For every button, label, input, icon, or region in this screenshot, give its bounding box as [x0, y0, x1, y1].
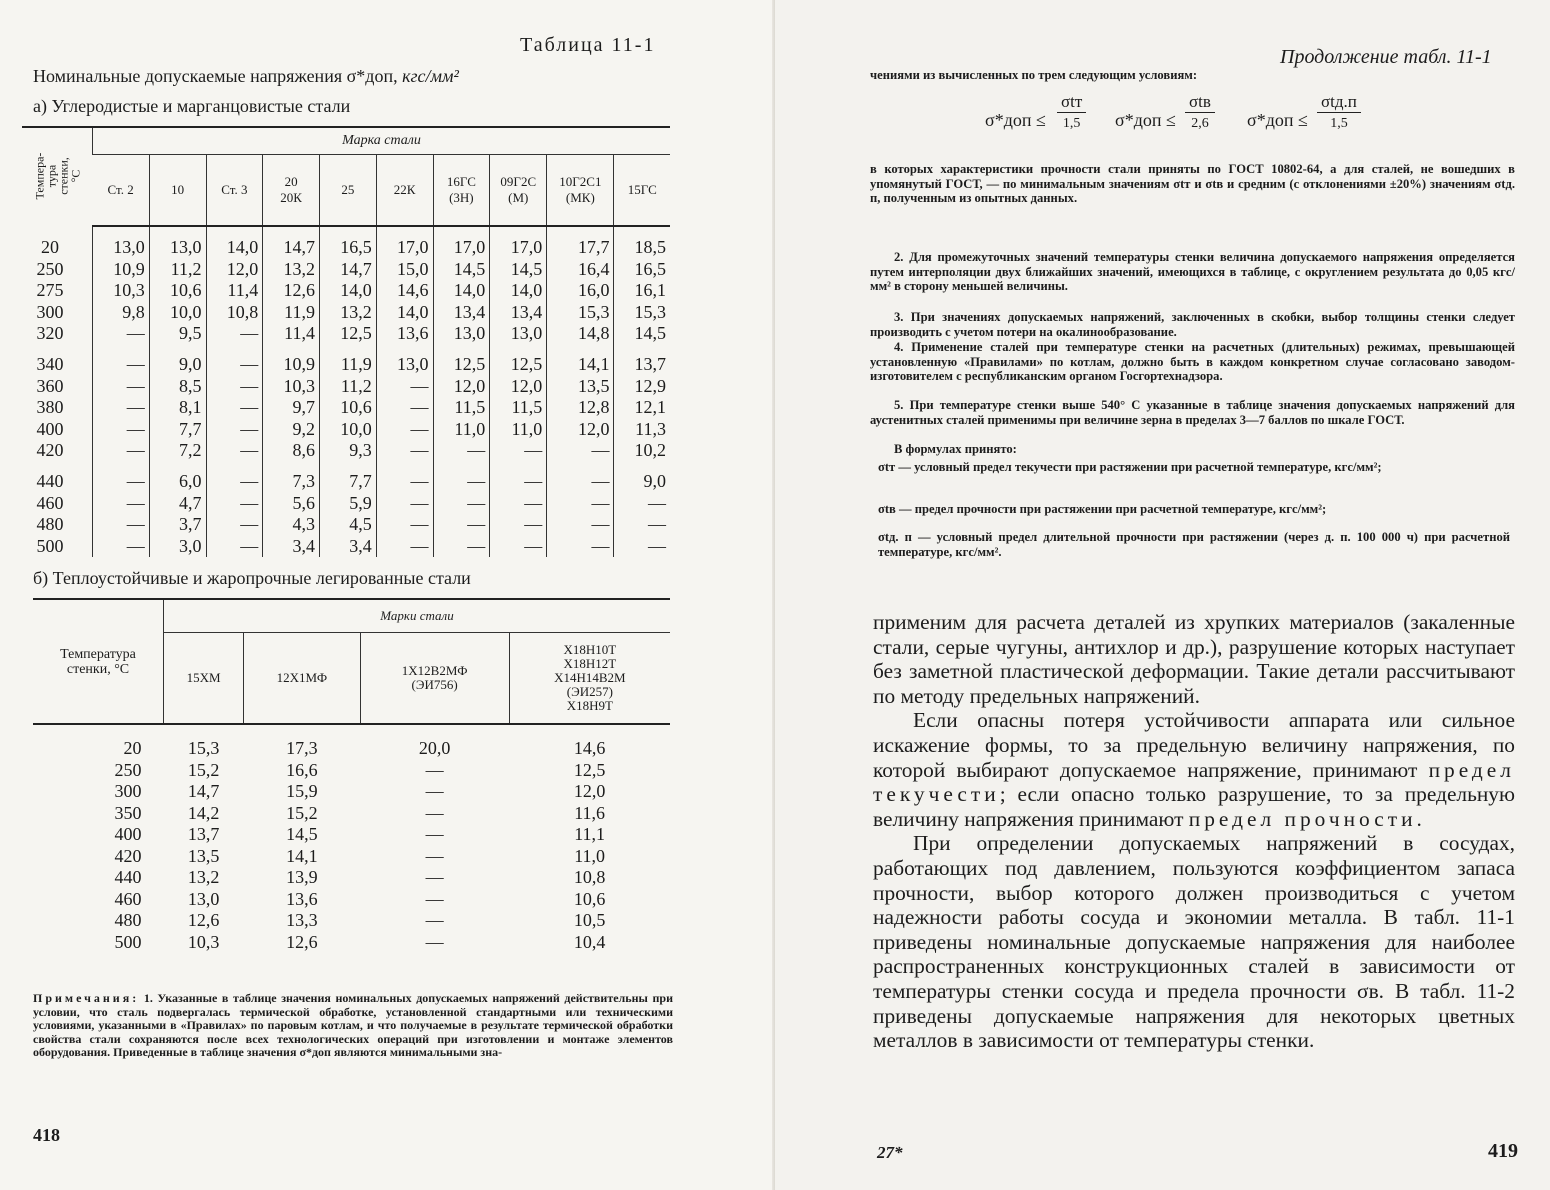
- stress-cell: —: [206, 514, 263, 536]
- stress-cell: 15,9: [286, 781, 318, 801]
- stress-cell: 13,5: [187, 845, 220, 866]
- table-title: Таблица 11-1: [520, 34, 656, 56]
- table-carbon-steels: [22, 126, 670, 557]
- stress-cell: —: [376, 397, 433, 419]
- stress-cell: 9,2: [263, 419, 320, 441]
- stress-cell: 5,6: [263, 493, 320, 515]
- stress-cell: 10,4: [573, 931, 606, 952]
- stress-cell: 3,0: [149, 536, 206, 558]
- stress-cell: —: [93, 376, 150, 398]
- stress-cell: —: [490, 514, 547, 536]
- table-row: [22, 323, 670, 345]
- stress-cell: 12,0: [206, 259, 263, 281]
- stress-cell: 4,3: [263, 514, 320, 536]
- temperature-cell: 340: [36, 353, 64, 374]
- stress-cell: 13,2: [263, 259, 320, 281]
- stress-cell: —: [425, 867, 444, 887]
- stress-cell: 13,9: [286, 867, 318, 887]
- table-row: [22, 440, 670, 462]
- stress-cell: 13,2: [320, 302, 377, 324]
- body-paragraph-3: При определении допускаемых напряжений в сосудах, работающих под давлением, пользуются коэффициентом запаса прочности, выбор которого должен производиться с учетом надежности работы сосуда и экономии металла. В табл. 11-1 приведены номинальные допускаемые напряжения для наиболее распространенных конструкционных сталей в зависимости от температуры стенки сосуда и предела прочности σв. В табл. 11-2 приведены допускаемые напряжения для некоторых цветных металлов в зависимости от температуры стенки.: [873, 831, 1515, 1053]
- table-notes: [33, 992, 673, 1060]
- stress-cell: 14,5: [433, 259, 490, 281]
- stress-cell: 10,6: [320, 397, 377, 419]
- stress-cell: 16,5: [320, 226, 377, 259]
- steel-grades-header: Марки стали: [164, 599, 671, 633]
- temperature-cell: 500: [114, 931, 142, 952]
- stress-cell: —: [490, 462, 547, 493]
- stress-cell: 14,5: [614, 323, 670, 345]
- stress-cell: —: [547, 462, 614, 493]
- stress-cell: —: [376, 462, 433, 493]
- stress-cell: —: [206, 345, 263, 376]
- continuation-title: Продолжение табл. 11-1: [1280, 46, 1492, 68]
- yield-limit-term: предел текучести: [873, 757, 1515, 807]
- stress-cell: 14,5: [286, 824, 318, 844]
- table-heading: [33, 66, 459, 87]
- stress-cell: —: [93, 514, 150, 536]
- stress-cell: 13,0: [93, 226, 150, 259]
- table-row: [22, 514, 670, 536]
- stress-cell: 7,7: [320, 462, 377, 493]
- stress-cell: 12,0: [573, 781, 606, 801]
- stress-cell: 12,0: [490, 376, 547, 398]
- temp-column-header: Темпера- тура стенки, °С: [22, 127, 93, 226]
- stress-cell: 17,0: [376, 226, 433, 259]
- table-row: [33, 910, 670, 932]
- column-header: Х18Н10Т Х18Н12Т Х14Н14В2М (ЭИ257) Х18Н9Т: [509, 633, 670, 725]
- note-4: 4. Применение сталей при температуре стенки на расчетных (длительных) режимах, превышающей установленную «Правилами» по котлам, должно быть в каждом конкретном случае согласовано заводом-изготовителем с республиканским органом Госгортехнадзора.: [870, 340, 1515, 384]
- stress-cell: 12,8: [547, 397, 614, 419]
- stress-cell: 13,5: [547, 376, 614, 398]
- stress-cell: 7,2: [149, 440, 206, 462]
- stress-cell: 13,7: [187, 824, 220, 844]
- stress-cell: —: [490, 440, 547, 462]
- stress-cell: 9,3: [320, 440, 377, 462]
- definition-strength: σtв — предел прочности при растяжении при расчетной температуре, кгс/мм²;: [878, 502, 1327, 516]
- table-row: [33, 932, 670, 954]
- stress-cell: 13,6: [286, 888, 318, 909]
- stress-cell: 11,5: [490, 397, 547, 419]
- stress-cell: 10,6: [573, 888, 606, 909]
- stress-cell: 12,6: [187, 910, 220, 930]
- table-alloy-steels: [33, 598, 670, 953]
- stress-cell: 14,7: [187, 781, 220, 801]
- stress-cell: 15,2: [187, 759, 220, 780]
- stress-cell: —: [425, 802, 444, 823]
- stress-cell: —: [433, 536, 490, 558]
- stress-cell: 10,5: [573, 910, 606, 930]
- table-row: [22, 259, 670, 281]
- stress-cell: 16,6: [286, 759, 318, 780]
- temperature-cell: 440: [114, 867, 142, 887]
- stress-cell: 18,5: [614, 226, 670, 259]
- stress-cell: —: [425, 824, 444, 844]
- stress-cell: —: [433, 514, 490, 536]
- definition-yield: σtт — условный предел текучести при растяжении при расчетной температуре, кгс/мм²;: [878, 460, 1382, 474]
- table-row: [22, 536, 670, 558]
- stress-cell: —: [425, 931, 444, 952]
- right-page: [775, 0, 1550, 1190]
- column-header: 16ГС (3Н): [433, 155, 490, 227]
- table-row: [22, 345, 670, 376]
- table-row: [33, 781, 670, 803]
- note-3: 3. При значениях допускаемых напряжений, заключенных в скобки, выбор толщины стенки следует производить с учетом потери на окалинообразование.: [870, 310, 1515, 339]
- column-header: Ст. 2: [93, 155, 150, 227]
- stress-cell: —: [376, 514, 433, 536]
- stress-cell: —: [206, 462, 263, 493]
- stress-cell: 16,0: [547, 280, 614, 302]
- steel-grade-header: Марка стали: [93, 127, 671, 155]
- stress-cell: 10,8: [573, 867, 606, 887]
- stress-cell: 12,0: [433, 376, 490, 398]
- temperature-cell: 20: [123, 738, 142, 758]
- stress-cell: 5,9: [320, 493, 377, 515]
- temperature-cell: 300: [36, 301, 64, 322]
- stress-cell: 17,0: [490, 226, 547, 259]
- table-row: [33, 724, 670, 760]
- strength-limit-term: предел прочности: [1188, 806, 1417, 831]
- temperature-cell: 250: [114, 759, 142, 780]
- stress-cell: 11,5: [433, 397, 490, 419]
- column-header: 15ХМ: [164, 633, 244, 725]
- page-number: 418: [33, 1125, 60, 1145]
- stress-cell: 15,3: [547, 302, 614, 324]
- stress-cell: —: [93, 345, 150, 376]
- stress-cell: —: [206, 536, 263, 558]
- table-row: [33, 824, 670, 846]
- body-paragraph-2: Если опасны потеря устойчивости аппарата или сильное искажение формы, то за предельную величину напряжения, по которой выбирают допускаемое напряжение, принимают предел текучести; если опасно только разрушение, то за предельную величину напряжения принимают предел прочности.: [873, 708, 1515, 831]
- temperature-cell: 460: [36, 492, 64, 513]
- stress-cell: 14,8: [547, 323, 614, 345]
- notes-label: Примечания:: [33, 991, 140, 1005]
- column-header: Ст. 3: [206, 155, 263, 227]
- table-row: [33, 889, 670, 911]
- stress-cell: —: [614, 514, 670, 536]
- notes-paragraph-1: в которых характеристики прочности стали приняты по ГОСТ 10802-64, а для сталей, не вошедших в упомянутый ГОСТ, — по минимальным значениям σtт и σtв и средним (с отклонениями ±20%) значениям σtд. п, полученным из опытных данных.: [870, 162, 1515, 206]
- stress-cell: 13,3: [286, 910, 318, 930]
- stress-cell: —: [433, 440, 490, 462]
- stress-cell: —: [433, 462, 490, 493]
- stress-cell: 8,5: [149, 376, 206, 398]
- stress-cell: 3,4: [263, 536, 320, 558]
- stress-cell: —: [425, 781, 444, 801]
- stress-cell: 12,0: [547, 419, 614, 441]
- stress-cell: —: [547, 536, 614, 558]
- notes-line-1: чениями из вычисленных по трем следующим условиям:: [870, 68, 1198, 82]
- column-header: 12Х1МФ: [244, 633, 360, 725]
- stress-cell: —: [206, 397, 263, 419]
- column-header: 10: [149, 155, 206, 227]
- stress-cell: 9,7: [263, 397, 320, 419]
- table-row: [33, 760, 670, 782]
- stress-cell: 15,2: [286, 802, 318, 823]
- stress-cell: 12,6: [263, 280, 320, 302]
- page-number: 419: [1488, 1140, 1518, 1162]
- stress-cell: 9,8: [93, 302, 150, 324]
- stress-cell: 12,1: [614, 397, 670, 419]
- table-row: [22, 280, 670, 302]
- stress-cell: 14,1: [286, 845, 318, 866]
- stress-cell: 12,5: [490, 345, 547, 376]
- column-header: 20 20К: [263, 155, 320, 227]
- table-row: [22, 493, 670, 515]
- stress-cell: —: [433, 493, 490, 515]
- stress-cell: 12,9: [614, 376, 670, 398]
- stress-cell: —: [490, 536, 547, 558]
- stress-cell: —: [93, 493, 150, 515]
- stress-cell: 17,0: [433, 226, 490, 259]
- stress-cell: —: [425, 888, 444, 909]
- stress-cell: —: [206, 440, 263, 462]
- stress-cell: 13,6: [376, 323, 433, 345]
- stress-cell: 14,7: [263, 226, 320, 259]
- stress-cell: 15,0: [376, 259, 433, 281]
- stress-cell: 14,7: [320, 259, 377, 281]
- main-body-text: [873, 610, 1515, 1053]
- temperature-cell: 320: [36, 323, 64, 344]
- stress-cell: 14,5: [490, 259, 547, 281]
- temperature-cell: 480: [114, 910, 142, 930]
- stress-cell: 11,3: [614, 419, 670, 441]
- column-header: 25: [320, 155, 377, 227]
- stress-cell: 13,0: [490, 323, 547, 345]
- temperature-cell: 460: [114, 888, 142, 909]
- stress-cell: 14,6: [376, 280, 433, 302]
- notes-text: 1. Указанные в таблице значения номинальных допускаемых напряжений действительны при условии, что сталь подвергалась термической обработке, установленной стандартными или техническими условиями, указанными в «Правилах» по паровым котлам, и что получаемые в результате термической обработки свойства стали сохраняются после всех технологических операций при изготовлении и монтаже элементов оборудования. Приведенные в таблице значения σ*доп являются минимальными зна-: [33, 991, 673, 1060]
- stress-cell: —: [614, 493, 670, 515]
- formula-lhs-1: σ*доп ≤: [985, 110, 1046, 130]
- stress-cell: —: [206, 419, 263, 441]
- section-a-title: а) Углеродистые и марганцовистые стали: [33, 96, 351, 116]
- stress-cell: 13,0: [149, 226, 206, 259]
- table-heading-text: Номинальные допускаемые напряжения σ*доп,: [33, 66, 398, 86]
- column-header: 09Г2С (М): [490, 155, 547, 227]
- column-header: 10Г2С1 (МК): [547, 155, 614, 227]
- stress-cell: 10,0: [149, 302, 206, 324]
- table-row: [22, 376, 670, 398]
- stress-cell: 17,7: [547, 226, 614, 259]
- temperature-cell: 420: [36, 440, 64, 461]
- temperature-cell: 20: [41, 236, 59, 257]
- stress-cell: 16,4: [547, 259, 614, 281]
- stress-cell: —: [93, 323, 150, 345]
- temperature-cell: 300: [114, 781, 142, 801]
- stress-cell: —: [206, 493, 263, 515]
- stress-cell: 14,0: [320, 280, 377, 302]
- stress-cell: 8,6: [263, 440, 320, 462]
- stress-cell: —: [376, 376, 433, 398]
- temperature-cell: 440: [36, 470, 64, 491]
- stress-cell: 11,2: [320, 376, 377, 398]
- stress-cell: 7,7: [149, 419, 206, 441]
- stress-cell: 13,7: [614, 345, 670, 376]
- stress-cell: 14,0: [206, 226, 263, 259]
- stress-cell: —: [547, 440, 614, 462]
- stress-cell: —: [547, 514, 614, 536]
- column-header: 15ГС: [614, 155, 670, 227]
- stress-cell: 10,9: [93, 259, 150, 281]
- signature-mark: 27*: [877, 1143, 903, 1162]
- body-paragraph-1: применим для расчета деталей из хрупких материалов (закаленные стали, серые чугуны, антихлор и др.), разрушение которых наступает без заметной пластической деформации. Такие детали рассчитывают по методу предельных напряжений.: [873, 610, 1515, 708]
- stress-cell: 13,4: [490, 302, 547, 324]
- stress-cell: —: [206, 323, 263, 345]
- stress-cell: 4,7: [149, 493, 206, 515]
- stress-cell: 12,5: [320, 323, 377, 345]
- stress-cell: 3,4: [320, 536, 377, 558]
- stress-cell: 10,0: [320, 419, 377, 441]
- stress-cell: —: [93, 397, 150, 419]
- stress-cell: 8,1: [149, 397, 206, 419]
- stress-cell: 11,0: [433, 419, 490, 441]
- table-row: [22, 226, 670, 259]
- stress-cell: 9,0: [614, 462, 670, 493]
- stress-cell: —: [93, 462, 150, 493]
- stress-cell: 10,3: [187, 931, 220, 952]
- temperature-cell: 250: [36, 258, 64, 279]
- stress-cell: 13,2: [187, 867, 220, 887]
- stress-cell: —: [206, 376, 263, 398]
- stress-cell: —: [425, 910, 444, 930]
- definition-long-strength: σtд. п — условный предел длительной прочности при растяжении (через д. п. 100 000 ч) при расчетной температуре, кгс/мм².: [878, 530, 1510, 559]
- stress-cell: 14,0: [376, 302, 433, 324]
- stress-cell: 11,9: [263, 302, 320, 324]
- temperature-cell: 380: [36, 397, 64, 418]
- stress-cell: 10,8: [206, 302, 263, 324]
- formula-lhs-3: σ*доп ≤: [1247, 110, 1308, 130]
- stress-cell: 11,4: [263, 323, 320, 345]
- stress-cell: 12,6: [286, 931, 318, 952]
- stress-cell: 13,4: [433, 302, 490, 324]
- temperature-cell: 480: [36, 514, 64, 535]
- stress-cell: 11,6: [574, 802, 606, 823]
- stress-cell: 11,4: [206, 280, 263, 302]
- formulas-intro: В формулах принято:: [894, 442, 1017, 456]
- table-row: [22, 302, 670, 324]
- stress-cell: 11,1: [574, 824, 606, 844]
- table-heading-unit: кгс/мм²: [402, 66, 459, 86]
- temp-column-header: Температура стенки, °С: [33, 599, 164, 724]
- stress-cell: 14,2: [187, 802, 220, 823]
- table-row: [33, 803, 670, 825]
- table-row: [33, 846, 670, 868]
- stress-cell: 11,9: [320, 345, 377, 376]
- temperature-cell: 400: [114, 824, 142, 844]
- temperature-cell: 360: [36, 375, 64, 396]
- stress-cell: 15,3: [187, 738, 220, 758]
- stress-cell: 17,3: [286, 738, 318, 758]
- stress-cell: —: [93, 419, 150, 441]
- stress-cell: 10,3: [263, 376, 320, 398]
- stress-cell: —: [93, 440, 150, 462]
- formula-fraction-3: σtд.п 1,5: [1317, 92, 1361, 132]
- stress-cell: —: [376, 493, 433, 515]
- temperature-cell: 350: [114, 802, 142, 823]
- stress-cell: 12,5: [573, 759, 606, 780]
- stress-cell: 10,2: [614, 440, 670, 462]
- stress-cell: 11,0: [574, 845, 606, 866]
- table-row: [22, 397, 670, 419]
- table-row: [22, 419, 670, 441]
- stress-cell: 7,3: [263, 462, 320, 493]
- stress-cell: —: [376, 536, 433, 558]
- stress-cell: —: [614, 536, 670, 558]
- stress-cell: 4,5: [320, 514, 377, 536]
- temperature-cell: 400: [36, 418, 64, 439]
- table-row: [33, 867, 670, 889]
- stress-cell: 20,0: [418, 738, 451, 758]
- stress-cell: —: [490, 493, 547, 515]
- stress-cell: —: [376, 419, 433, 441]
- stress-cell: 14,0: [433, 280, 490, 302]
- formula-lhs-2: σ*доп ≤: [1115, 110, 1176, 130]
- stress-cell: 9,0: [149, 345, 206, 376]
- stress-cell: 15,3: [614, 302, 670, 324]
- stress-cell: —: [425, 759, 444, 780]
- temperature-cell: 420: [114, 845, 142, 866]
- table-row: [22, 462, 670, 493]
- formula-fraction-1: σtт 1,5: [1057, 92, 1086, 132]
- formula-fraction-2: σtв 2,6: [1185, 92, 1215, 132]
- temperature-cell: 275: [36, 280, 64, 301]
- stress-cell: 12,5: [433, 345, 490, 376]
- section-b-title: б) Теплоустойчивые и жаропрочные легированные стали: [33, 568, 471, 588]
- note-5: 5. При температуре стенки выше 540° С указанные в таблице значения допускаемых напряжений для аустенитных сталей применимы при величине зерна в пределах 3—7 баллов по шкале ГОСТ.: [870, 398, 1515, 427]
- note-2: 2. Для промежуточных значений температуры стенки величина допускаемого напряжения определяется путем интерполяции двух ближайших значений, имеющихся в таблице, с округлением результата до 0,05 кгс/мм² в сторону меньшей величины.: [870, 250, 1515, 294]
- stress-cell: 13,0: [376, 345, 433, 376]
- stress-cell: —: [376, 440, 433, 462]
- stress-cell: —: [425, 845, 444, 866]
- stress-cell: 10,3: [93, 280, 150, 302]
- stress-cell: 16,5: [614, 259, 670, 281]
- temperature-cell: 500: [36, 535, 64, 556]
- stress-cell: 13,0: [433, 323, 490, 345]
- stress-cell: 11,0: [490, 419, 547, 441]
- stress-cell: 11,2: [149, 259, 206, 281]
- stress-cell: 9,5: [149, 323, 206, 345]
- stress-cell: 3,7: [149, 514, 206, 536]
- stress-cell: 16,1: [614, 280, 670, 302]
- stress-cell: —: [547, 493, 614, 515]
- stress-cell: 13,0: [187, 888, 220, 909]
- stress-cell: 6,0: [149, 462, 206, 493]
- stress-cell: —: [93, 536, 150, 558]
- column-header: 1Х12В2МФ (ЭИ756): [360, 633, 509, 725]
- column-header: 22К: [376, 155, 433, 227]
- stress-cell: 10,9: [263, 345, 320, 376]
- stress-cell: 10,6: [149, 280, 206, 302]
- stress-cell: 14,1: [547, 345, 614, 376]
- strength-conditions-formula: [985, 92, 1405, 152]
- stress-cell: 14,0: [490, 280, 547, 302]
- stress-cell: 14,6: [573, 738, 606, 758]
